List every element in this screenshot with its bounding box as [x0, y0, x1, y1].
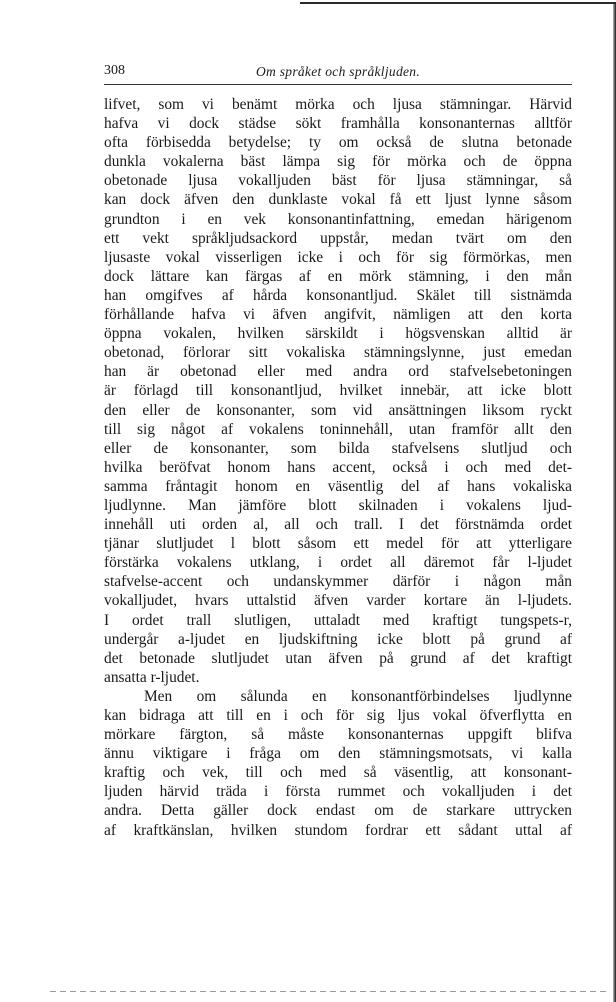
text-line: dock lättare kan färgas af en mörk stämning, i den mån [104, 267, 572, 285]
text-line: ett vekt språkljudsackord uppstår, medan tvärt om den [104, 229, 572, 247]
body-text [104, 95, 572, 840]
text-line: ljudlynne. Man jämföre blott skilnaden i vokalens ljud- [104, 496, 572, 514]
running-head [104, 62, 572, 85]
text-line: obetonade ljusa vokalljuden bäst för ljusa stämningar, så [104, 172, 572, 190]
text-line: det betonade slutljudet utan äfven på grund af det kraftigt [104, 649, 572, 667]
text-line: han omgifves af hårda konsonantljud. Skälet till sistnämda [104, 286, 572, 304]
text-line: mörkare färgton, så måste konsonanternas uppgift blifva [104, 726, 572, 744]
text-line: dunkla vokalerna bäst lämpa sig för mörka och de öppna [104, 153, 572, 171]
text-line: hvilka beröfvat honom hans accent, också i och med det- [104, 458, 572, 476]
text-line: till sig något af vokalens toninnehåll, utan framför allt den [104, 420, 572, 438]
text-line: förhållande hafva vi äfven angifvit, nämligen att den korta [104, 306, 572, 324]
text-line: innehåll uti orden al, all och trall. I det förstnämda ordet [104, 516, 572, 534]
text-line: tjänar slutljudet l blott såsom ett medel för att ytterligare [104, 535, 572, 553]
text-line: är förlagd till konsonantljud, hvilket innebär, att icke blott [104, 382, 572, 400]
scan-edge-top [300, 2, 616, 4]
paragraph [104, 95, 572, 687]
text-line: kan dock äfven den dunklaste vokal få ett ljust lynne såsom [104, 191, 572, 209]
text-line: han är obetonad eller med andra ord stafvelsebetoningen [104, 363, 572, 381]
text-line: den eller de konsonanter, som vid ansättningen liksom ryckt [104, 401, 572, 419]
text-line: kan bidraga att till en i och för sig ljus vokal öfverflytta en [104, 707, 572, 724]
text-line: förstärka vokalens utklang, i ordet all däremot får l-ljudet [104, 554, 572, 572]
text-line: ofta förbisedda betydelse; ty om också de slutna betonade [104, 134, 572, 152]
text-line: Men om sålunda en konsonantförbindelses ljudlynne [144, 687, 572, 705]
text-line: hafva vi dock städse sökt framhålla konsonanternas alltför [104, 115, 572, 133]
text-line: ansatta r-ljudet. [104, 668, 200, 686]
text-line: ljusaste vokal visserligen icke i och för sig förmörkas, men [104, 248, 572, 266]
text-line: öppna vokalen, hvilken särskildt i högsvenskan alltid är [104, 325, 572, 343]
text-line: andra. Detta gäller dock endast om de starkare uttrycken [104, 802, 572, 820]
text-line: af kraftkänslan, hvilken stundom fordrar ett sådant uttal af [104, 821, 572, 839]
text-line: eller de konsonanter, som bilda stafvelsens slutljud och [104, 439, 572, 457]
text-line: lifvet, som vi benämt mörka och ljusa stämningar. Härvid [104, 96, 572, 113]
text-line: I ordet trall slutligen, uttaladt med kraftigt tungspets-r, [104, 611, 572, 629]
text-line: samma fråntagit honom en väsentlig del af hans vokaliska [104, 477, 572, 495]
running-title: Om språket och språkljuden. [255, 64, 421, 79]
text-line: ljuden härvid träda i första rummet och vokalljuden i det [104, 783, 572, 801]
text-line: obetonad, förlorar sitt vokaliska stämningslynne, just emedan [104, 344, 572, 362]
text-line: ännu viktigare i fråga om den stämningsmotsats, vi kalla [104, 745, 572, 763]
paragraph [104, 687, 572, 840]
book-page [104, 62, 572, 840]
page-number: 308 [104, 63, 125, 78]
text-line: undergår a-ljudet en ljudskiftning icke blott på grund af [104, 630, 572, 648]
text-line: grundton i en vek konsonantinfattning, emedan härigenom [104, 210, 572, 228]
scan-edge-bottom [50, 991, 610, 992]
text-line: kraftig och vek, till och med så väsentlig, att konsonant- [104, 764, 572, 782]
text-line: vokalljudet, hvars uttalstid äfven varder kortare än l-ljudets. [104, 592, 572, 610]
text-line: stafvelse-accent och undanskymmer därför i någon mån [104, 573, 572, 591]
